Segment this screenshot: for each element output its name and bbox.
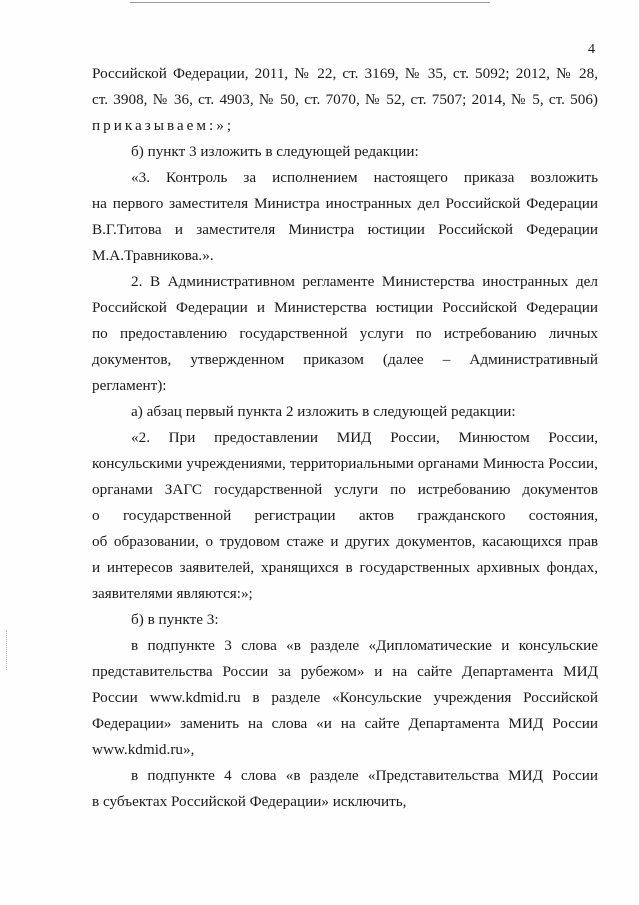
text-line: Федерации» заменить на слова «и на сайте Департамента МИД России — [92, 715, 598, 732]
text-line: в подпункте 4 слова «в разделе «Представительства МИД России — [131, 767, 598, 784]
text-line: б) пункт 3 изложить в следующей редакции: — [131, 143, 419, 160]
text-line: www.kdmid.ru», — [92, 741, 195, 758]
text-line: В.Г.Титова и заместителя Министра юстиции Российской Федерации — [92, 221, 598, 238]
text-line: приказываем:»; — [92, 117, 235, 134]
text-line: в подпункте 3 слова «в разделе «Дипломатические и консульские — [131, 637, 598, 654]
text-line: России www.kdmid.ru в разделе «Консульские учреждения Российской — [92, 689, 598, 706]
text-line: ст. 3908, № 36, ст. 4903, № 50, ст. 7070, № 52, ст. 7507; 2014, № 5, ст. 506) — [92, 91, 598, 108]
text-line: «3. Контроль за исполнением настоящего приказа возложить — [131, 169, 598, 186]
text-line: регламент): — [92, 377, 167, 394]
text-line: на первого заместителя Министра иностранных дел Российской Федерации — [92, 195, 598, 212]
text-line: Российской Федерации, 2011, № 22, ст. 3169, № 35, ст. 5092; 2012, № 28, — [92, 65, 598, 82]
text-line: органами ЗАГС государственной услуги по истребованию документов — [92, 481, 598, 498]
text-line: и интересов заявителей, хранящихся в государственных архивных фондах, — [92, 559, 598, 576]
text-line: М.А.Травникова.». — [92, 247, 214, 264]
page-number: 4 — [588, 42, 595, 57]
text-line: заявителями являются:»; — [92, 585, 253, 602]
scan-artifact-top — [130, 2, 490, 3]
text-line: 2. В Административном регламенте Министерства иностранных дел — [131, 273, 598, 290]
text-line: «2. При предоставлении МИД России, Минюстом России, — [131, 429, 598, 446]
text-line: об образовании, о трудовом стаже и других документов, касающихся прав — [92, 533, 598, 550]
text-line: консульскими учреждениями, территориальными органами Минюста России, — [92, 455, 598, 472]
text-line: документов, утвержденном приказом (далее – Административный — [92, 351, 598, 368]
text-line: б) в пункте 3: — [131, 611, 219, 628]
text-line: о государственной регистрации актов гражданского состояния, — [92, 507, 598, 524]
scan-artifact-left — [6, 630, 8, 670]
text-line: в субъектах Российской Федерации» исключить, — [92, 793, 407, 810]
text-line: представительства России за рубежом» и на сайте Департамента МИД — [92, 663, 598, 680]
text-line: Российской Федерации и Министерства юстиции Российской Федерации — [92, 299, 598, 316]
text-line: по предоставлению государственной услуги по истребованию личных — [92, 325, 598, 342]
text-line: а) абзац первый пункта 2 изложить в следующей редакции: — [131, 403, 516, 420]
